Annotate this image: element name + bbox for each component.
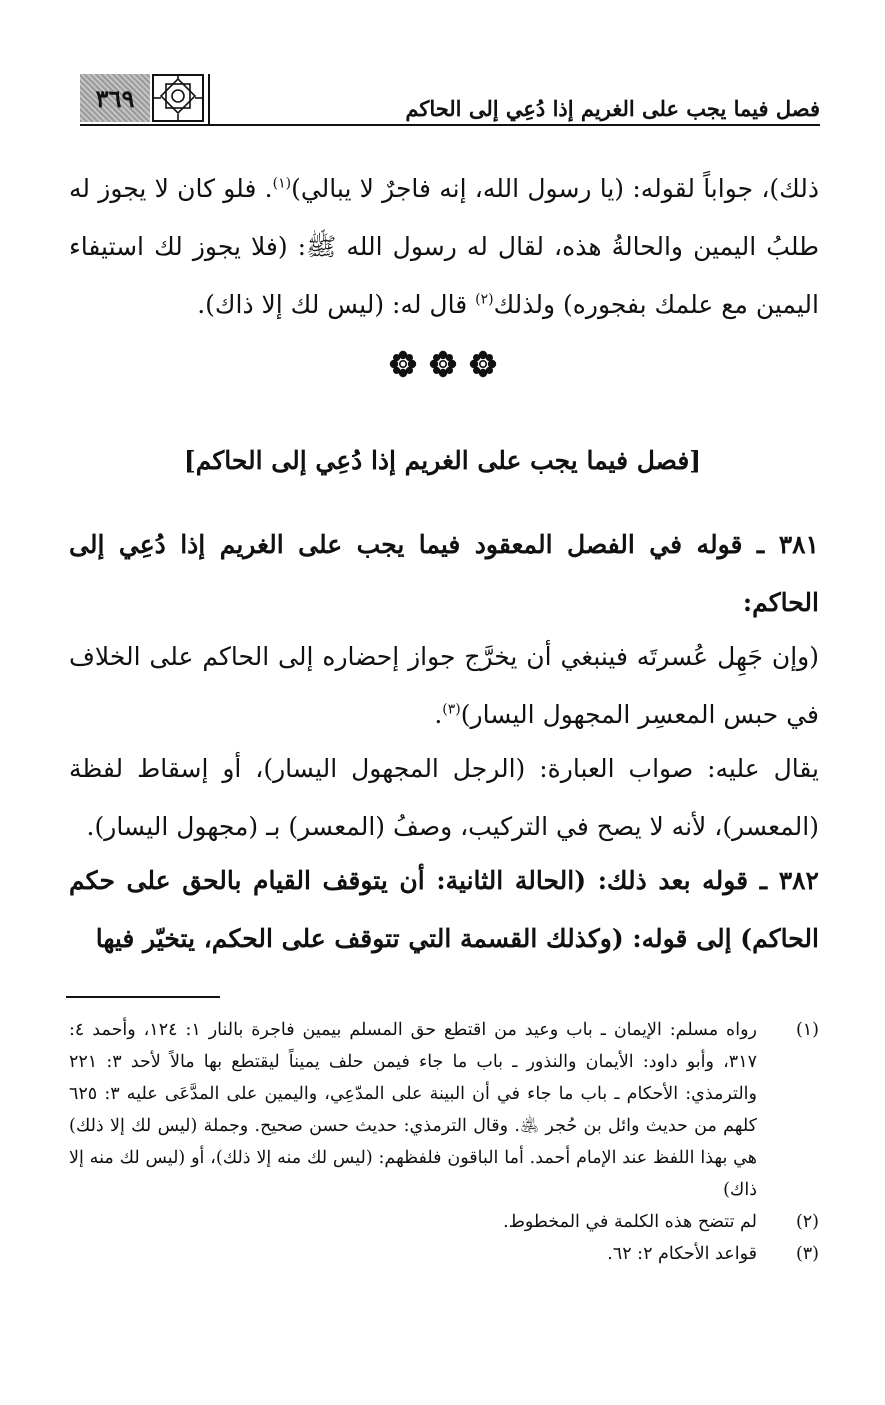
- footnote-number: (٣): [795, 1244, 819, 1264]
- paragraph-382: ٣٨٢ ـ قوله بعد ذلك: (الحالة الثانية: أن يتوقف القيام بالحق على حكم الحاكم) إلى قوله: (وكذلك القسمة التي تتوقف على الحكم، يتخيّر فيها: [69, 866, 819, 953]
- page-number: ٣٦٩: [95, 83, 135, 113]
- footnote-item: [69, 1238, 819, 1270]
- footnotes: [69, 1014, 819, 1270]
- paragraph-text: ذلك)، جواباً لقوله: (يا رسول الله، إنه فاجرٌ لا يبالي): [291, 174, 819, 203]
- header-title: فصل فيما يجب على الغريم إذا دُعِي إلى الحاكم: [405, 96, 820, 121]
- section-separator: [0, 344, 885, 388]
- section-heading: [فصل فيما يجب على الغريم إذا دُعِي إلى الحاكم]: [183, 446, 702, 475]
- footnote-text: لم تتضح هذه الكلمة في المخطوط.: [503, 1212, 757, 1232]
- flower-ornament-icon: [383, 344, 503, 384]
- footnote-item: [69, 1014, 819, 1206]
- footnote-number: (١): [795, 1020, 819, 1040]
- footnote-ref[interactable]: (٣): [442, 701, 461, 718]
- footnote-number: (٢): [795, 1212, 819, 1232]
- footnote-item: [69, 1206, 819, 1238]
- running-header: [80, 70, 820, 126]
- footnote-ref[interactable]: (١): [272, 175, 292, 192]
- header-rule: [80, 124, 820, 126]
- footnote-text: قواعد الأحكام ٢: ٦٢.: [607, 1244, 757, 1264]
- paragraph-quote: [69, 628, 819, 744]
- header-divider: [208, 74, 210, 124]
- ornament-icon: [152, 74, 204, 122]
- paragraph-text: قال له: (ليس لك إلا ذاك).: [197, 290, 476, 319]
- footnote-divider: [66, 996, 220, 998]
- paragraph-continuation: [69, 160, 819, 334]
- paragraph-text: . فلو كان لا يجوز له طلبُ اليمين والحالةُ هذه، لقال له رسول الله ﷺ: (فلا يجوز لك استيفاء اليمين مع علمك بفجوره) ولذلك: [69, 174, 819, 319]
- paragraph-381: ٣٨١ ـ قوله في الفصل المعقود فيما يجب على الغريم إذا دُعِي إلى الحاكم:: [69, 530, 819, 617]
- footnote-ref[interactable]: (٢): [475, 291, 494, 308]
- paragraph-comment: يقال عليه: صواب العبارة: (الرجل المجهول اليسار)، أو إسقاط لفظة (المعسر)، لأنه لا يصح في التركيب، وصفُ (المعسر) بـ (مجهول اليسار).: [69, 754, 819, 841]
- footnote-text: رواه مسلم: الإيمان ـ باب وعيد من اقتطع حق المسلم بيمين فاجرة بالنار ١: ١٢٤، وأحمد ٤: ٣١٧، وأبو داود: الأيمان والنذور ـ باب ما جاء فيمن حلف يميناً ليقتطع بها مالاً لأحد ٣: ٢٢١ والترمذي: الأحكام ـ باب ما جاء في أن البينة على المدّعِي، واليمين على المدَّعَى عليه ٣: ٦٢٥ كلهم من حديث وائل بن حُجر ﵁. وقال الترمذي: حديث حسن صحيح. وجملة (ليس لك إلا ذلك) هي بهذا اللفظ عند الإمام أحمد. أما الباقون فلفظهم: (ليس لك منه إلا ذلك)، أو (ليس لك منه إلا ذاك): [69, 1020, 757, 1200]
- paragraph-text: (وإن جَهِل عُسرتَه فينبغي أن يخرَّج جواز إحضاره إلى الحاكم على الخلاف في حبس المعسِر المجهول اليسار): [69, 642, 819, 729]
- page-number-box: [80, 74, 150, 122]
- paragraph-text: .: [434, 700, 443, 729]
